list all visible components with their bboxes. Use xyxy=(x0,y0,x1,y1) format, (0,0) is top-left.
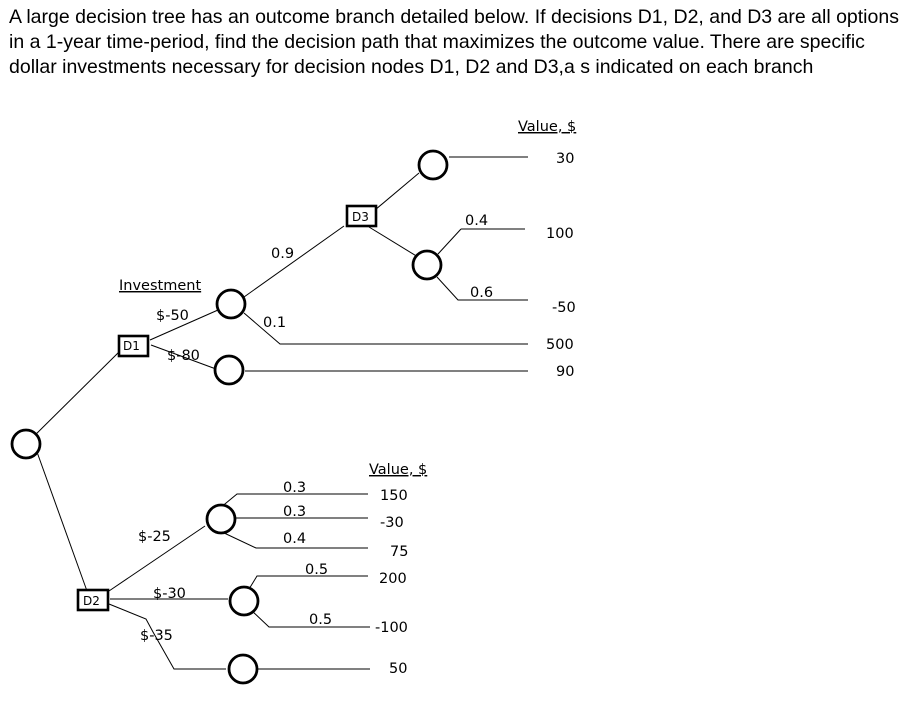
d3-prob-lower: 0.6 xyxy=(470,285,494,301)
d1-value-5: 90 xyxy=(556,364,575,380)
d1-invest-a: $-50 xyxy=(156,308,189,324)
edge-chance-lower-outcome-upper xyxy=(438,229,461,254)
d2-invest-b: $-30 xyxy=(153,586,186,602)
d1-value-1: 30 xyxy=(556,151,575,167)
d2a-prob-1: 0.3 xyxy=(283,480,307,496)
d2-label: D2 xyxy=(83,594,100,608)
d1-label: D1 xyxy=(123,339,140,353)
d1-value-4: 500 xyxy=(546,337,574,353)
chance-node-d2-b xyxy=(230,587,258,615)
chance-node-d3-top xyxy=(419,151,447,179)
value-header-top: Value, $ xyxy=(518,119,577,135)
edge-chance-a-outcome xyxy=(244,313,528,344)
d1-value-2: 100 xyxy=(546,226,574,242)
d1-invest-b: $-80 xyxy=(167,348,200,364)
d2-value-2: -30 xyxy=(380,515,404,531)
chance-node-d1-a xyxy=(217,290,245,318)
chance-node-d3-lower xyxy=(413,251,441,279)
d2-value-4: 200 xyxy=(379,571,407,587)
d1-value-3: -50 xyxy=(552,300,576,316)
d3-prob-upper: 0.4 xyxy=(465,213,489,229)
chance-node-d1-b xyxy=(215,356,243,384)
d2-value-1: 150 xyxy=(380,488,408,504)
prob-other-branch: 0.1 xyxy=(263,315,287,331)
d2-value-5: -100 xyxy=(375,620,408,636)
d2-invest-c: $-35 xyxy=(140,628,173,644)
question-text: A large decision tree has an outcome branch detailed below. If decisions D1, D2, and D3 are all options in a 1-year time-period, find the decision path that maximizes the outcome value. There are specific dollar investments necessary for decision nodes D1, D2 and D3,a s indicated on each branch xyxy=(9,6,899,78)
edge-d3-chance-lower xyxy=(369,227,418,257)
d2-value-3: 75 xyxy=(390,544,409,560)
edge-root-d1 xyxy=(24,350,121,446)
d2a-prob-3: 0.4 xyxy=(283,531,307,547)
edge-d2b-outcome-1 xyxy=(246,576,368,594)
d2-invest-a: $-25 xyxy=(138,529,171,545)
investment-header: Investment xyxy=(119,278,202,294)
chance-node-d2-a xyxy=(207,505,235,533)
edge-root-d2 xyxy=(37,452,87,591)
d3-label: D3 xyxy=(352,210,369,224)
chance-node-d2-c xyxy=(229,655,257,683)
root-chance-node xyxy=(12,430,40,458)
d2b-prob-1: 0.5 xyxy=(305,562,329,578)
d2b-prob-2: 0.5 xyxy=(309,612,333,628)
d2a-prob-2: 0.3 xyxy=(283,504,307,520)
prob-d3-branch: 0.9 xyxy=(271,246,295,262)
value-header-bottom: Value, $ xyxy=(369,462,428,478)
d2-value-6: 50 xyxy=(389,661,408,677)
